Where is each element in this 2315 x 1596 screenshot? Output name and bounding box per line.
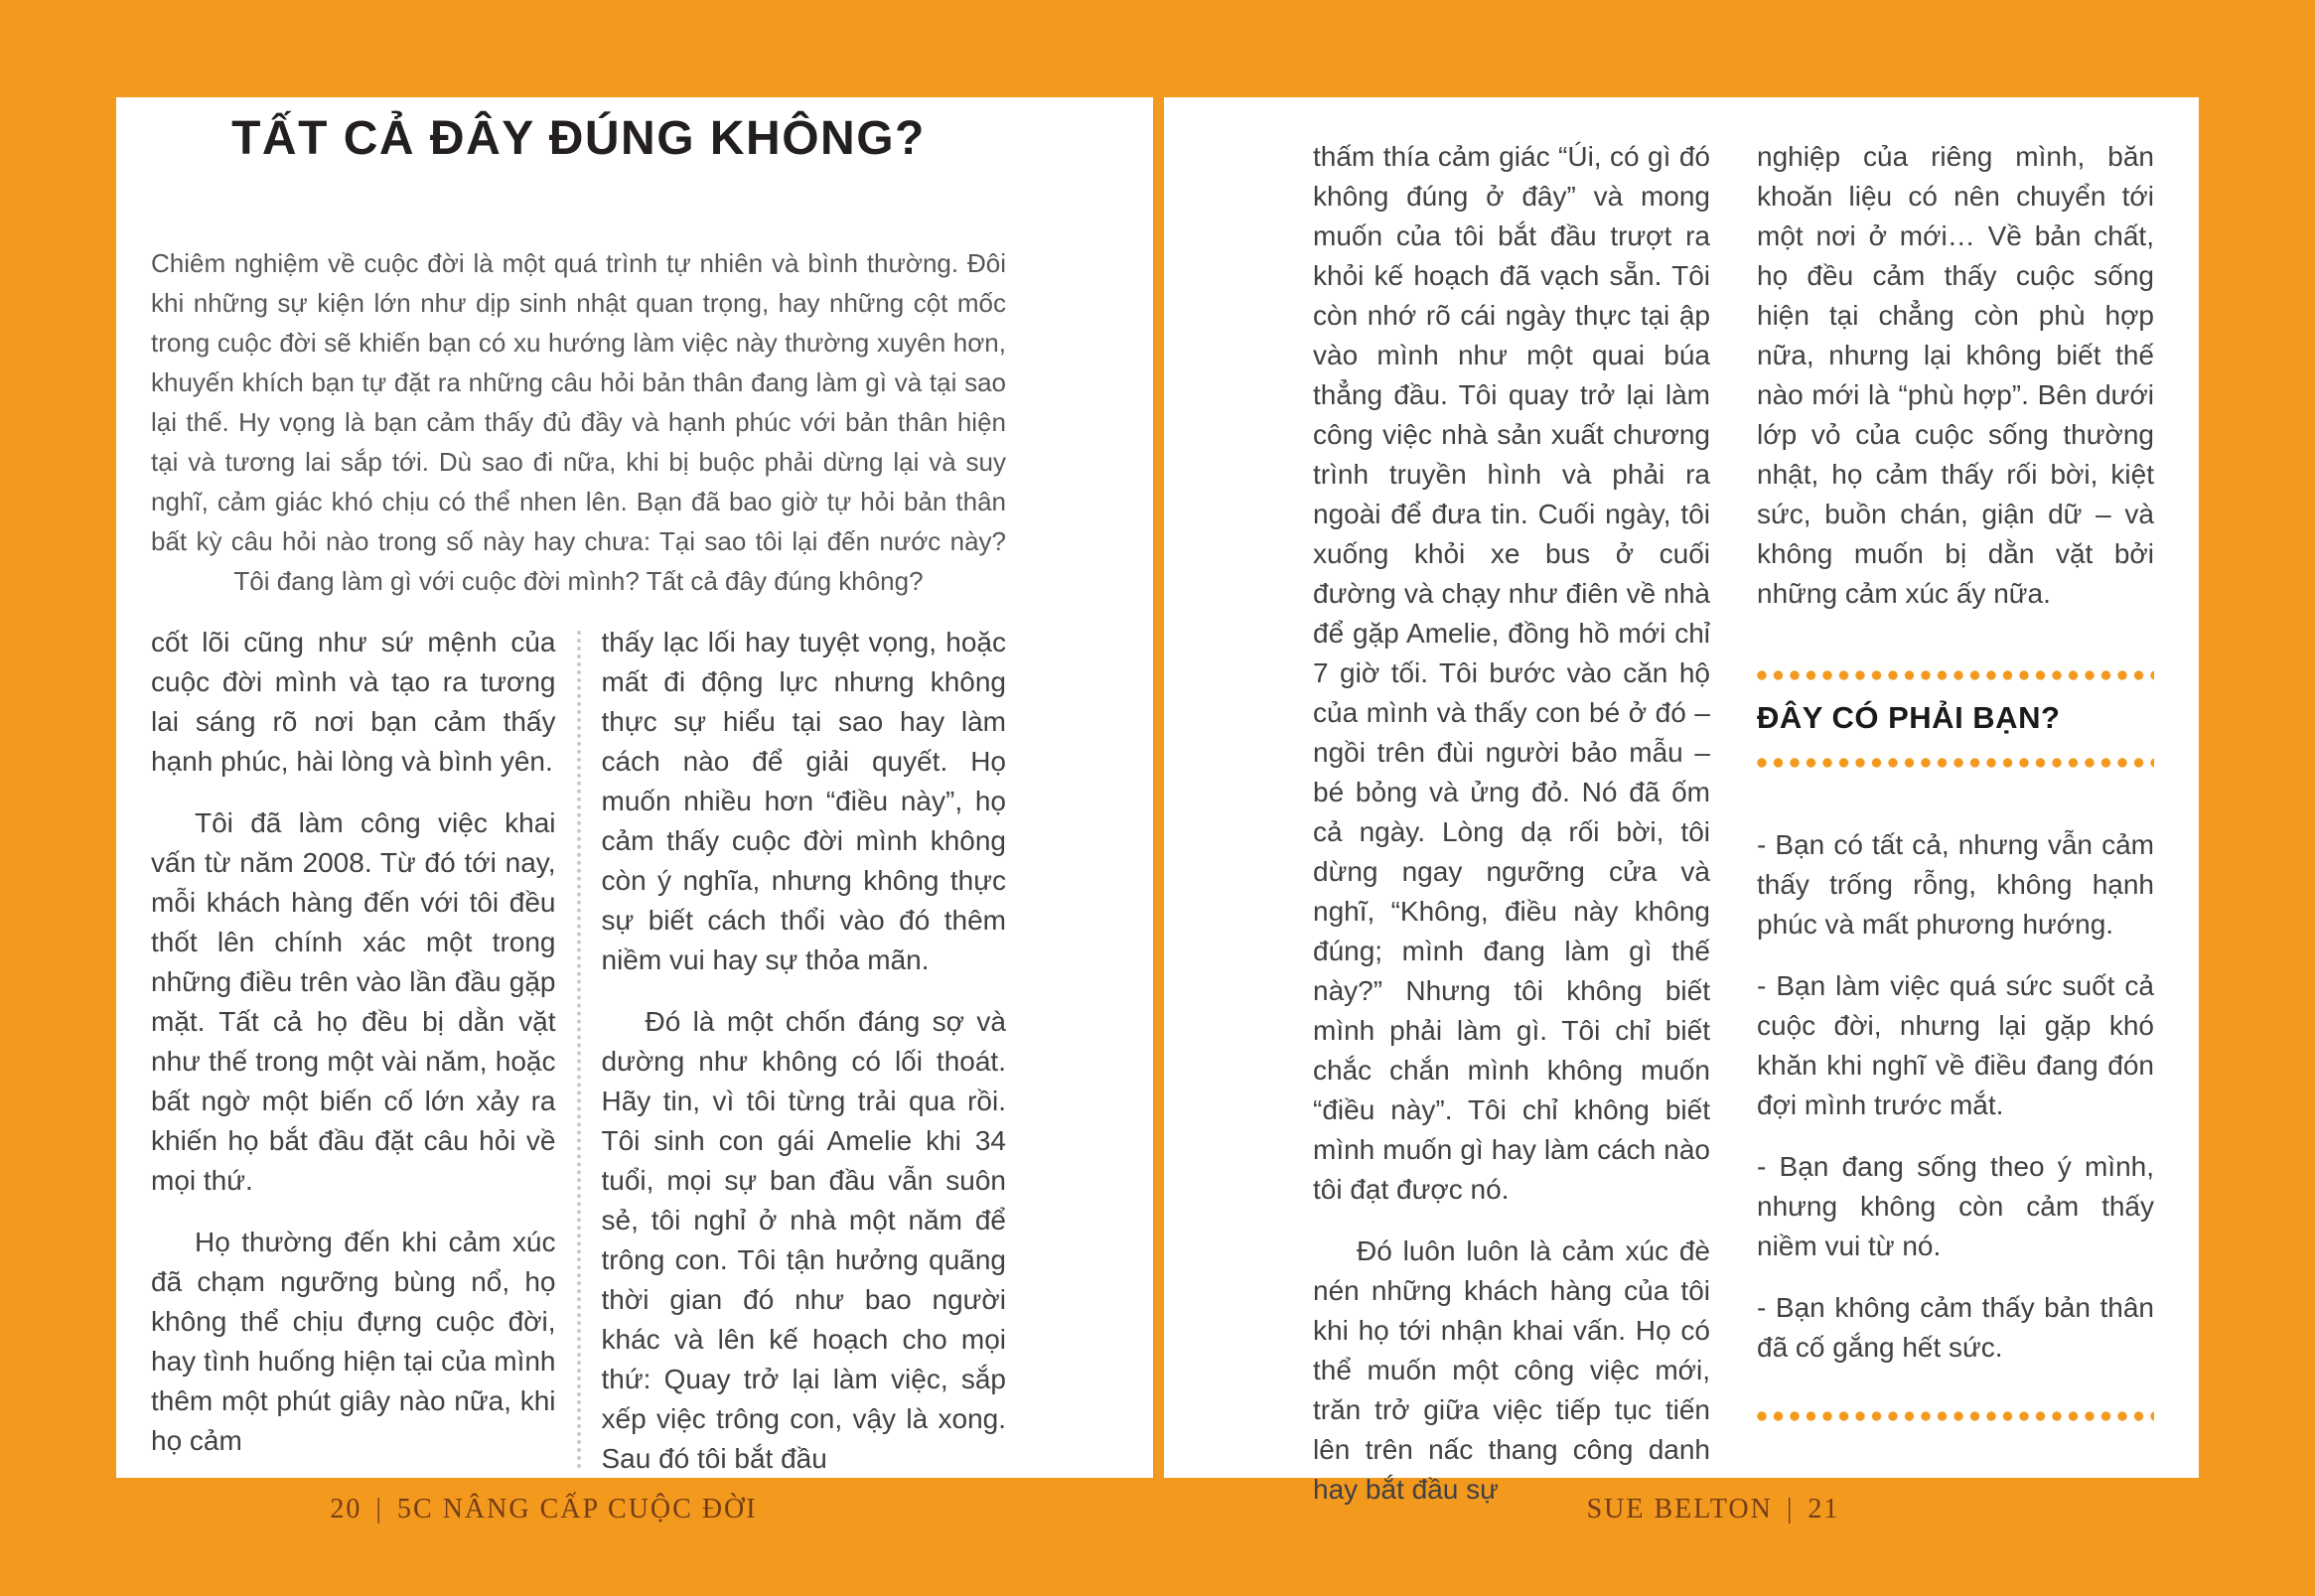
right-page-footer (1293, 1493, 2133, 1526)
left-page (116, 97, 1153, 1478)
left-page-column-1 (151, 623, 556, 1479)
page-number: 20 (330, 1494, 362, 1524)
left-page-columns (151, 623, 1006, 1479)
paragraph: Đó là một chốn đáng sợ và dường như không có lối thoát. Hãy tin, vì tôi từng trải qua rồi. Tôi sinh con gái Amelie khi 34 tuổi, mọi sự ban đầu vẫn suôn sẻ, tôi nghỉ ở nhà một năm để trông con. Tôi tận hưởng quãng thời gian đó như bao người khác và lên kế hoạch cho mọi thứ: Quay trở lại làm việc, sắp xếp việc trông con, vậy là xong. Sau đó tôi bắt đầu (601, 1006, 1006, 1474)
paragraph: Họ thường đến khi cảm xúc đã chạm ngưỡng bùng nổ, họ không thể chịu đựng cuộc đời, hay tình huống hiện tại của mình thêm một phút giây nào nữa, khi họ cảm (151, 1227, 556, 1456)
callout-bullet: - Bạn có tất cả, nhưng vẫn cảm thấy trống rỗng, không hạnh phúc và mất phương hướng. (1757, 829, 2154, 940)
paragraph: thấm thía cảm giác “Úi, có gì đó không đúng ở đây” và mong muốn của tôi bắt đầu trượt ra khỏi kế hoạch đã vạch sẵn. Tôi còn nhớ rõ cái ngày thực tại ập vào mình như một quai búa thẳng đầu. Tôi quay trở lại làm công việc nhà sản xuất chương trình truyền hình và phải ra ngoài để đưa tin. Cuối ngày, tôi xuống khỏi xe bus ở cuối đường và chạy như điên về nhà để gặp Amelie, đồng hồ mới chỉ 7 giờ tối. Tôi bước vào căn hộ của mình và thấy con bé ở đó – ngồi trên đùi người bảo mẫu – bé bỏng và ửng đỏ. Nó đã ốm cả ngày. Lòng dạ rối bời, tôi dừng ngay ngưỡng cửa và nghĩ, “Không, điều này không đúng; mình đang làm gì thế này?” Nhưng tôi không biết mình phải làm gì. Tôi chỉ biết chắc chắn mình không muốn “điều này”. Tôi chỉ không biết mình muốn gì hay làm cách nào tôi đạt được nó. (1313, 141, 1710, 1205)
paragraph: nghiệp của riêng mình, băn khoăn liệu có nên chuyển tới một nơi ở mới… Về bản chất, họ đều cảm thấy cuộc sống hiện tại chẳng còn phù hợp nữa, nhưng lại không biết thế nào mới là “phù hợp”. Bên dưới lớp vỏ của cuộc sống thường nhật, họ cảm thấy rối bời, kiệt sức, buồn chán, giận dữ – và không muốn bị dằn vặt bởi những cảm xúc ấy nữa. (1757, 141, 2154, 609)
footer-separator: | (375, 1494, 384, 1524)
dotted-rule (1757, 758, 2154, 768)
dotted-rule (1757, 1411, 2154, 1421)
left-page-column-2 (602, 623, 1007, 1479)
paragraph: thấy lạc lối hay tuyệt vọng, hoặc mất đi động lực nhưng không thực sự hiểu tại sao hay làm cách nào để giải quyết. Họ muốn nhiều hơn “điều này”, họ cảm thấy cuộc đời mình không còn ý nghĩa, nhưng không thực sự biết cách thổi vào đó thêm niềm vui hay sự thỏa mãn. (601, 627, 1006, 975)
right-page-column-2 (1757, 137, 2154, 1510)
callout-heading: ĐÂY CÓ PHẢI BẠN? (1757, 700, 2061, 735)
chapter-title: TẤT CẢ ĐÂY ĐÚNG KHÔNG? (231, 112, 926, 165)
footer-separator: | (1786, 1494, 1795, 1524)
paragraph: Tôi đã làm công việc khai vấn từ năm 2008. Từ đó tới nay, mỗi khách hàng đến với tôi đều thốt lên chính xác một trong những điều trên vào lần đầu gặp mặt. Tất cả họ đều bị dằn vặt như thế trong một vài năm, hoặc bất ngờ một biến cố lớn xảy ra khiến họ bắt đầu đặt câu hỏi về mọi thứ. (151, 807, 556, 1196)
right-page-columns (1313, 137, 2154, 1510)
callout-bullet: - Bạn làm việc quá sức suốt cả cuộc đời, nhưng lại gặp khó khăn khi nghĩ về điều đang đón đợi mình trước mắt. (1757, 970, 2154, 1120)
left-page-footer (116, 1493, 971, 1526)
column-divider (577, 631, 581, 1469)
page-number: 21 (1808, 1494, 1840, 1524)
chapter-intro: Chiêm nghiệm về cuộc đời là một quá trình tự nhiên và bình thường. Đôi khi những sự kiện lớn như dịp sinh nhật quan trọng, hay những cột mốc trong cuộc đời sẽ khiến bạn có xu hướng làm việc này thường xuyên hơn, khuyến khích bạn tự đặt ra những câu hỏi bản thân đang làm gì và tại sao lại thế. Hy vọng là bạn cảm thấy đủ đầy và hạnh phúc với bản thân hiện tại và tương lai sắp tới. Dù sao đi nữa, khi bị buộc phải dừng lại và suy nghĩ, cảm giác khó chịu có thể nhen lên. Bạn đã bao giờ tự hỏi bản thân bất kỳ câu hỏi nào trong số này hay chưa: Tại sao tôi lại đến nước này? Tôi đang làm gì với cuộc đời mình? Tất cả đây đúng không? (151, 248, 1006, 596)
right-page (1164, 97, 2199, 1505)
book-title: 5C NÂNG CẤP CUỘC ĐỜI (397, 1494, 758, 1524)
author-name: SUE BELTON (1586, 1494, 1773, 1524)
right-page-column-1 (1313, 137, 1710, 1510)
paragraph: cốt lõi cũng như sứ mệnh của cuộc đời mình và tạo ra tương lai sáng rõ nơi bạn cảm thấy hạnh phúc, hài lòng và bình yên. (151, 627, 556, 777)
dotted-rule (1757, 670, 2154, 680)
callout-bullet: - Bạn không cảm thấy bản thân đã cố gắng hết sức. (1757, 1292, 2154, 1363)
paragraph: Đó luôn luôn là cảm xúc đè nén những khách hàng của tôi khi họ tới nhận khai vấn. Họ có thể muốn một công việc mới, trăn trở giữa việc tiếp tục tiến lên trên nấc thang công danh hay bắt đầu sự (1313, 1235, 1710, 1505)
callout-bullet: - Bạn đang sống theo ý mình, nhưng không còn cảm thấy niềm vui từ nó. (1757, 1151, 2154, 1261)
callout-bullets (1757, 825, 2154, 1368)
